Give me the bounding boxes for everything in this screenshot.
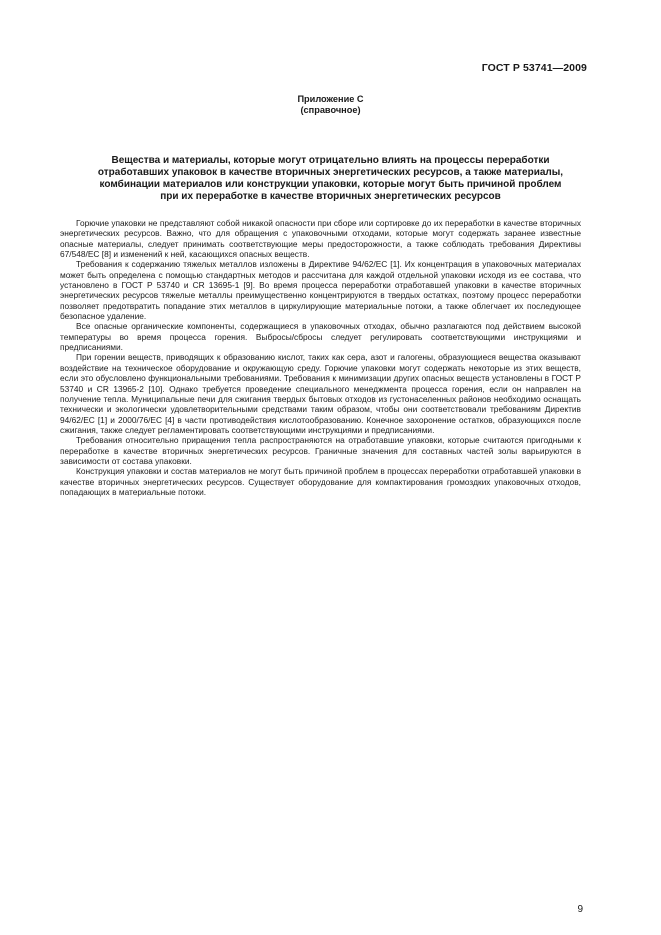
paragraph-organic-components: Все опасные органические компоненты, содержащиеся в упаковочных отходах, обычно разлагаются под действием высокой температуры во время процесса горения. Выбросы/сбросы следует регулировать соответствующими инструкциями и предписаниями. bbox=[60, 321, 581, 353]
paragraph-heavy-metals: Требования к содержанию тяжелых металлов изложены в Директиве 94/62/ЕС [1]. Их концентрация в упаковочных материалах может быть определена с помощью стандартных методов и рассчитана для каждой отдельной упаковки исходя из ее состава, что установлено в ГОСТ Р 53740 и CR 13695-1 [9]. Во время процесса переработки отработавшей упаковки в качестве вторичных энергетических ресурсов тяжелые металлы преимущественно концентрируются в твердых остатках, поэтому процесс переработки позволяет предотвратить попадание этих металлов в циркулирующие материальные потоки, а также облегчает их последующее безопасное удаление. bbox=[60, 259, 581, 322]
section-title-line: отработавших упаковок в качестве вторичных энергетических ресурсов, а также материалы, bbox=[97, 167, 564, 178]
annex-subtitle: (справочное) bbox=[300, 105, 361, 115]
paragraph-combustible-packaging: Горючие упаковки не представляют собой никакой опасности при сборе или сортировке до их переработки в качестве вторичных энергетических ресурсов. Важно, что для обращения с упаковочными отходами, которые могут содержать заранее известные опасные материалы, следует принимать соответствующие меры предосторожности, а также соблюдать требования Директивы 67/548/ЕС [8] и изменений к ней, касающихся опасных веществ. bbox=[60, 218, 581, 260]
page-number: 9 bbox=[577, 904, 583, 915]
annex-title: Приложение С bbox=[297, 94, 364, 104]
section-title bbox=[70, 155, 591, 203]
annex-heading bbox=[0, 94, 661, 116]
section-title-line: Вещества и материалы, которые могут отрицательно влиять на процессы переработки bbox=[111, 155, 550, 166]
paragraph-heat-gain: Требования относительно приращения тепла распространяются на отработавшие упаковки, которые считаются пригодными к переработке в качестве вторичных энергетических ресурсов. Граничные значения для составных частей золы варьируются в зависимости от состава упаковки. bbox=[60, 435, 581, 466]
body-text bbox=[60, 218, 581, 497]
standard-number: ГОСТ Р 53741—2009 bbox=[481, 62, 587, 74]
paragraph-acid-forming-substances: При горении веществ, приводящих к образованию кислот, таких как сера, азот и галогены, образующиеся вещества оказывают воздействие на техническое оборудование и окружающую среду. Горючие упаковки могут содержать некоторые из этих веществ, если это обусловлено функциональными требованиями. Требования к минимизации других опасных веществ установлены в ГОСТ Р 53740 и CR 13965-2 [10]. Однако требуется проведение специального менеджмента процесса горения, если он направлен на получение тепла. Муниципальные печи для сжигания твердых бытовых отходов из густонаселенных районов необходимо оснащать технически и экологически удовлетворительными средствами таким образом, чтобы они соответствовали требованиям Директив 94/62/ЕС [1] и 2000/76/ЕС [4] в части противодействия кислотообразованию. Конечное захоронение остатков, образующихся после сжигания, также следует регламентировать соответствующими инструкциями и предписаниями. bbox=[60, 352, 581, 435]
section-title-line: при их переработке в качестве вторичных энергетических ресурсов bbox=[160, 191, 501, 202]
section-title-line: комбинации материалов или конструкции упаковки, которые могут быть причиной проблем bbox=[99, 179, 562, 190]
paragraph-packaging-design: Конструкция упаковки и состав материалов не могут быть причиной проблем в процессах переработки отработавшей упаковки в качестве вторичных энергетических ресурсов. Существует оборудование для компактирования громоздких упаковочных отходов, попадающих в материальные потоки. bbox=[60, 466, 581, 497]
